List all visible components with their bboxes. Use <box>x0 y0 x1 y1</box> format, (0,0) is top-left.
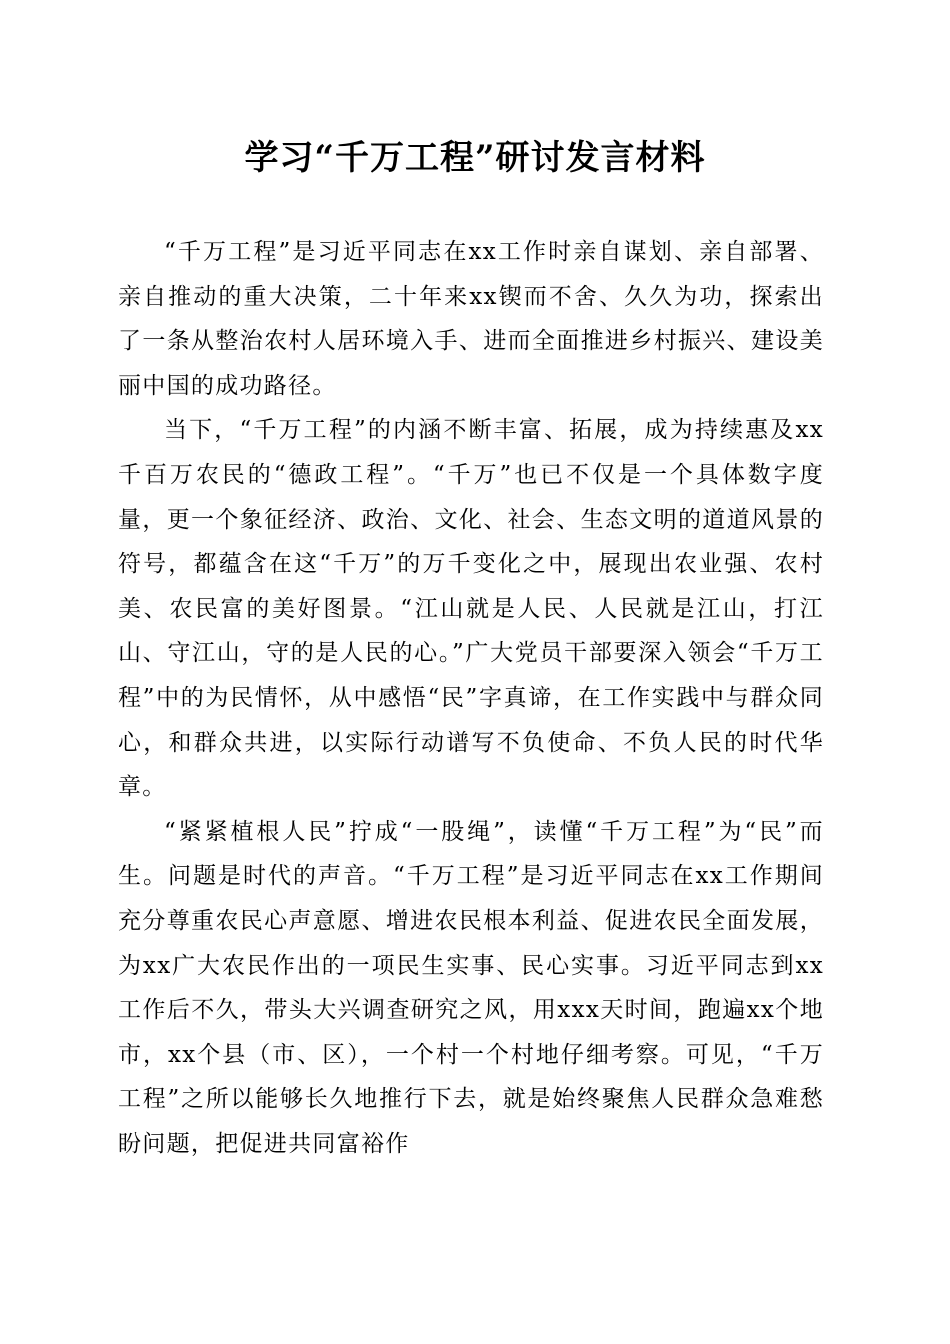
document-body <box>118 230 824 1166</box>
paragraph-2: 当下，“千万工程”的内涵不断丰富、拓展，成为持续惠及xx千百万农民的“德政工程”。“千万”也已不仅是一个具体数字度量，更一个象征经济、政治、文化、社会、生态文明的道道风景的符号，都蕴含在这“千万”的万千变化之中，展现出农业强、农村美、农民富的美好图景。“江山就是人民、人民就是江山，打江山、守江山，守的是人民的心。”广大党员干部要深入领会“千万工程”中的为民情怀，从中感悟“民”字真谛，在工作实践中与群众同心，和群众共进，以实际行动谱写不负使命、不负人民的时代华章。 <box>118 417 824 801</box>
document-title: 学习“千万工程”研讨发言材料 <box>244 138 706 178</box>
paragraph-1: “千万工程”是习近平同志在xx工作时亲自谋划、亲自部署、亲自推动的重大决策，二十年来xx锲而不舍、久久为功，探索出了一条从整治农村人居环境入手、进而全面推进乡村振兴、建设美丽中国的成功路径。 <box>118 239 824 399</box>
paragraph-3: “紧紧植根人民”拧成“一股绳”，读懂“千万工程”为“民”而生。问题是时代的声音。“千万工程”是习近平同志在xx工作期间充分尊重农民心声意愿、增进农民根本利益、促进农民全面发展，为xx广大农民作出的一项民生实事、民心实事。习近平同志到xx工作后不久，带头大兴调查研究之风，用xxx天时间，跑遍xx个地市，xx个县（市、区），一个村一个村地仔细考察。可见，“千万工程”之所以能够长久地推行下去，就是始终聚焦人民群众急难愁盼问题，把促进共同富裕作 <box>118 818 824 1157</box>
